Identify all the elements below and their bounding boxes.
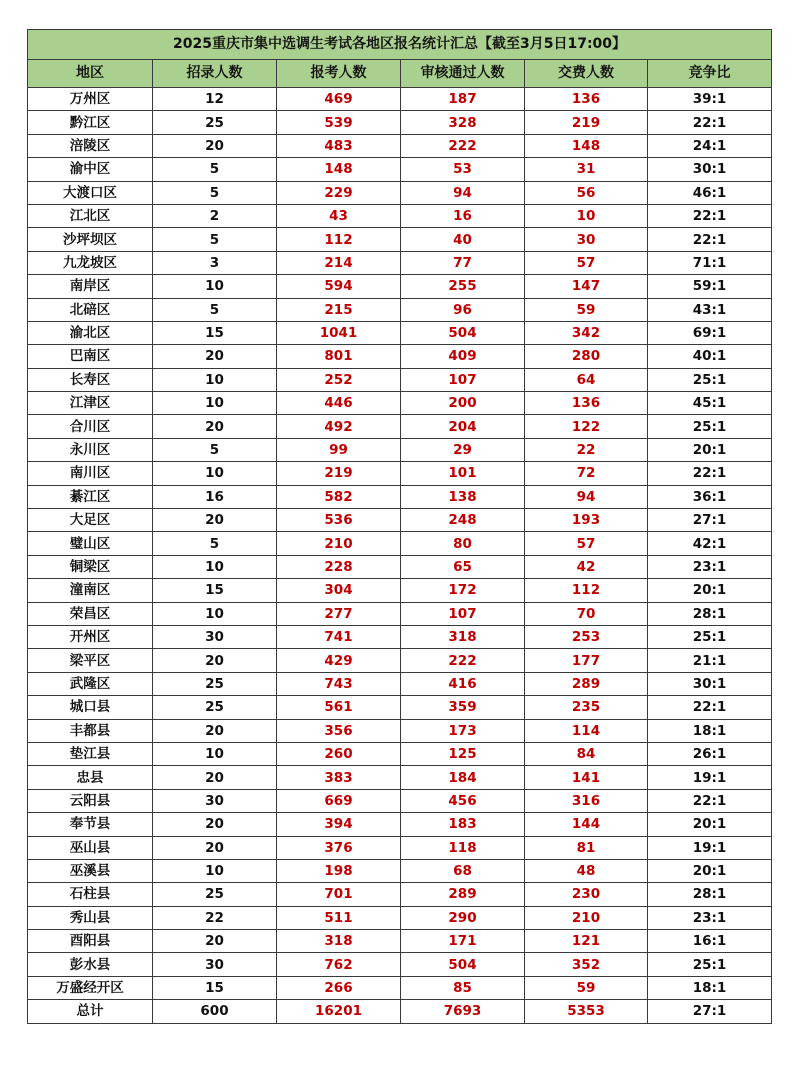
cell-approved: 318 xyxy=(401,625,525,648)
header-paid: 交费人数 xyxy=(525,60,648,88)
cell-paid: 59 xyxy=(525,298,648,321)
cell-applicants: 16201 xyxy=(277,1000,401,1023)
cell-quota: 25 xyxy=(153,696,277,719)
cell-ratio: 22:1 xyxy=(648,204,772,227)
cell-paid: 141 xyxy=(525,766,648,789)
cell-applicants: 669 xyxy=(277,789,401,812)
table-row xyxy=(28,158,772,181)
cell-paid: 114 xyxy=(525,719,648,742)
cell-paid: 70 xyxy=(525,602,648,625)
cell-quota: 3 xyxy=(153,251,277,274)
cell-approved: 289 xyxy=(401,883,525,906)
cell-paid: 122 xyxy=(525,415,648,438)
header-row xyxy=(28,60,772,88)
cell-ratio: 23:1 xyxy=(648,555,772,578)
cell-approved: 118 xyxy=(401,836,525,859)
cell-ratio: 22:1 xyxy=(648,462,772,485)
cell-paid: 289 xyxy=(525,672,648,695)
table-title: 2025重庆市集中选调生考试各地区报名统计汇总【截至3月5日17:00】 xyxy=(28,30,772,60)
cell-approved: 255 xyxy=(401,275,525,298)
cell-approved: 222 xyxy=(401,649,525,672)
cell-region: 秀山县 xyxy=(28,906,153,929)
cell-region: 武隆区 xyxy=(28,672,153,695)
cell-paid: 230 xyxy=(525,883,648,906)
cell-ratio: 28:1 xyxy=(648,602,772,625)
cell-quota: 30 xyxy=(153,625,277,648)
table-row xyxy=(28,813,772,836)
cell-applicants: 801 xyxy=(277,345,401,368)
cell-quota: 20 xyxy=(153,836,277,859)
cell-ratio: 40:1 xyxy=(648,345,772,368)
cell-quota: 15 xyxy=(153,976,277,999)
cell-quota: 15 xyxy=(153,579,277,602)
statistics-sheet xyxy=(27,29,771,1024)
cell-applicants: 228 xyxy=(277,555,401,578)
cell-approved: 107 xyxy=(401,368,525,391)
cell-ratio: 30:1 xyxy=(648,672,772,695)
cell-region: 万盛经开区 xyxy=(28,976,153,999)
cell-ratio: 71:1 xyxy=(648,251,772,274)
table-row xyxy=(28,953,772,976)
cell-ratio: 27:1 xyxy=(648,1000,772,1023)
table-row xyxy=(28,438,772,461)
cell-ratio: 22:1 xyxy=(648,789,772,812)
cell-quota: 600 xyxy=(153,1000,277,1023)
cell-region: 垫江县 xyxy=(28,742,153,765)
table-row xyxy=(28,485,772,508)
cell-quota: 30 xyxy=(153,789,277,812)
cell-ratio: 25:1 xyxy=(648,625,772,648)
cell-region: 总计 xyxy=(28,1000,153,1023)
cell-ratio: 20:1 xyxy=(648,579,772,602)
cell-applicants: 229 xyxy=(277,181,401,204)
cell-applicants: 469 xyxy=(277,88,401,111)
cell-quota: 10 xyxy=(153,275,277,298)
cell-paid: 193 xyxy=(525,509,648,532)
cell-approved: 328 xyxy=(401,111,525,134)
cell-applicants: 561 xyxy=(277,696,401,719)
cell-region: 永川区 xyxy=(28,438,153,461)
table-row xyxy=(28,742,772,765)
cell-approved: 80 xyxy=(401,532,525,555)
header-applicants: 报考人数 xyxy=(277,60,401,88)
cell-quota: 5 xyxy=(153,181,277,204)
cell-region: 南岸区 xyxy=(28,275,153,298)
cell-quota: 20 xyxy=(153,134,277,157)
cell-approved: 171 xyxy=(401,930,525,953)
cell-region: 黔江区 xyxy=(28,111,153,134)
cell-applicants: 148 xyxy=(277,158,401,181)
table-row xyxy=(28,88,772,111)
cell-paid: 342 xyxy=(525,321,648,344)
table-row xyxy=(28,181,772,204)
cell-quota: 25 xyxy=(153,111,277,134)
cell-applicants: 214 xyxy=(277,251,401,274)
header-approved: 审核通过人数 xyxy=(401,60,525,88)
cell-quota: 30 xyxy=(153,953,277,976)
cell-quota: 10 xyxy=(153,859,277,882)
cell-region: 綦江区 xyxy=(28,485,153,508)
table-row xyxy=(28,625,772,648)
cell-applicants: 1041 xyxy=(277,321,401,344)
cell-paid: 147 xyxy=(525,275,648,298)
cell-approved: 16 xyxy=(401,204,525,227)
table-row xyxy=(28,906,772,929)
cell-approved: 53 xyxy=(401,158,525,181)
cell-approved: 101 xyxy=(401,462,525,485)
cell-approved: 504 xyxy=(401,321,525,344)
cell-region: 渝中区 xyxy=(28,158,153,181)
cell-paid: 81 xyxy=(525,836,648,859)
cell-paid: 84 xyxy=(525,742,648,765)
cell-region: 渝北区 xyxy=(28,321,153,344)
cell-paid: 30 xyxy=(525,228,648,251)
cell-region: 铜梁区 xyxy=(28,555,153,578)
cell-applicants: 43 xyxy=(277,204,401,227)
table-row xyxy=(28,859,772,882)
cell-applicants: 536 xyxy=(277,509,401,532)
table-row xyxy=(28,696,772,719)
cell-region: 奉节县 xyxy=(28,813,153,836)
cell-applicants: 210 xyxy=(277,532,401,555)
cell-applicants: 215 xyxy=(277,298,401,321)
cell-paid: 94 xyxy=(525,485,648,508)
cell-paid: 280 xyxy=(525,345,648,368)
cell-paid: 144 xyxy=(525,813,648,836)
cell-region: 北碚区 xyxy=(28,298,153,321)
cell-approved: 359 xyxy=(401,696,525,719)
cell-applicants: 446 xyxy=(277,392,401,415)
cell-region: 合川区 xyxy=(28,415,153,438)
cell-applicants: 219 xyxy=(277,462,401,485)
cell-ratio: 22:1 xyxy=(648,228,772,251)
cell-region: 江北区 xyxy=(28,204,153,227)
table-row xyxy=(28,228,772,251)
cell-applicants: 741 xyxy=(277,625,401,648)
cell-ratio: 22:1 xyxy=(648,111,772,134)
cell-region: 彭水县 xyxy=(28,953,153,976)
cell-region: 梁平区 xyxy=(28,649,153,672)
cell-approved: 94 xyxy=(401,181,525,204)
cell-ratio: 42:1 xyxy=(648,532,772,555)
cell-paid: 5353 xyxy=(525,1000,648,1023)
table-row xyxy=(28,555,772,578)
header-quota: 招录人数 xyxy=(153,60,277,88)
cell-paid: 22 xyxy=(525,438,648,461)
header-ratio: 竞争比 xyxy=(648,60,772,88)
cell-ratio: 39:1 xyxy=(648,88,772,111)
cell-paid: 57 xyxy=(525,532,648,555)
table-row xyxy=(28,766,772,789)
cell-ratio: 45:1 xyxy=(648,392,772,415)
cell-approved: 504 xyxy=(401,953,525,976)
cell-quota: 25 xyxy=(153,883,277,906)
cell-quota: 20 xyxy=(153,415,277,438)
cell-approved: 68 xyxy=(401,859,525,882)
cell-approved: 40 xyxy=(401,228,525,251)
table-row xyxy=(28,649,772,672)
cell-ratio: 36:1 xyxy=(648,485,772,508)
cell-ratio: 59:1 xyxy=(648,275,772,298)
cell-paid: 42 xyxy=(525,555,648,578)
cell-paid: 253 xyxy=(525,625,648,648)
cell-applicants: 260 xyxy=(277,742,401,765)
cell-paid: 64 xyxy=(525,368,648,391)
cell-quota: 20 xyxy=(153,930,277,953)
cell-approved: 183 xyxy=(401,813,525,836)
cell-applicants: 701 xyxy=(277,883,401,906)
cell-ratio: 23:1 xyxy=(648,906,772,929)
cell-ratio: 20:1 xyxy=(648,438,772,461)
cell-quota: 10 xyxy=(153,462,277,485)
table-row xyxy=(28,298,772,321)
cell-region: 巴南区 xyxy=(28,345,153,368)
cell-ratio: 18:1 xyxy=(648,719,772,742)
cell-applicants: 304 xyxy=(277,579,401,602)
cell-ratio: 27:1 xyxy=(648,509,772,532)
cell-region: 江津区 xyxy=(28,392,153,415)
cell-applicants: 277 xyxy=(277,602,401,625)
cell-ratio: 25:1 xyxy=(648,415,772,438)
cell-ratio: 25:1 xyxy=(648,953,772,976)
cell-region: 丰都县 xyxy=(28,719,153,742)
table-row xyxy=(28,509,772,532)
cell-region: 九龙坡区 xyxy=(28,251,153,274)
cell-quota: 25 xyxy=(153,672,277,695)
cell-applicants: 594 xyxy=(277,275,401,298)
cell-quota: 10 xyxy=(153,602,277,625)
table-row xyxy=(28,392,772,415)
cell-applicants: 318 xyxy=(277,930,401,953)
cell-applicants: 376 xyxy=(277,836,401,859)
cell-ratio: 18:1 xyxy=(648,976,772,999)
cell-approved: 77 xyxy=(401,251,525,274)
cell-paid: 177 xyxy=(525,649,648,672)
cell-paid: 148 xyxy=(525,134,648,157)
cell-applicants: 112 xyxy=(277,228,401,251)
cell-paid: 31 xyxy=(525,158,648,181)
cell-quota: 5 xyxy=(153,438,277,461)
table-row xyxy=(28,602,772,625)
cell-region: 涪陵区 xyxy=(28,134,153,157)
cell-region: 城口县 xyxy=(28,696,153,719)
cell-paid: 57 xyxy=(525,251,648,274)
cell-ratio: 69:1 xyxy=(648,321,772,344)
cell-ratio: 24:1 xyxy=(648,134,772,157)
cell-applicants: 99 xyxy=(277,438,401,461)
cell-applicants: 266 xyxy=(277,976,401,999)
cell-approved: 96 xyxy=(401,298,525,321)
cell-region: 潼南区 xyxy=(28,579,153,602)
cell-ratio: 43:1 xyxy=(648,298,772,321)
cell-quota: 2 xyxy=(153,204,277,227)
cell-paid: 10 xyxy=(525,204,648,227)
table-row xyxy=(28,672,772,695)
cell-ratio: 16:1 xyxy=(648,930,772,953)
cell-paid: 112 xyxy=(525,579,648,602)
cell-applicants: 743 xyxy=(277,672,401,695)
cell-region: 忠县 xyxy=(28,766,153,789)
table-row xyxy=(28,789,772,812)
cell-quota: 10 xyxy=(153,368,277,391)
cell-approved: 184 xyxy=(401,766,525,789)
cell-region: 巫溪县 xyxy=(28,859,153,882)
cell-paid: 352 xyxy=(525,953,648,976)
cell-quota: 5 xyxy=(153,298,277,321)
table-row xyxy=(28,368,772,391)
cell-quota: 10 xyxy=(153,742,277,765)
cell-ratio: 28:1 xyxy=(648,883,772,906)
cell-paid: 121 xyxy=(525,930,648,953)
table-row xyxy=(28,251,772,274)
table-row xyxy=(28,836,772,859)
table-row xyxy=(28,930,772,953)
cell-quota: 12 xyxy=(153,88,277,111)
cell-paid: 72 xyxy=(525,462,648,485)
total-row xyxy=(28,1000,772,1023)
cell-quota: 22 xyxy=(153,906,277,929)
cell-applicants: 492 xyxy=(277,415,401,438)
cell-region: 沙坪坝区 xyxy=(28,228,153,251)
table-row xyxy=(28,579,772,602)
cell-applicants: 762 xyxy=(277,953,401,976)
cell-paid: 48 xyxy=(525,859,648,882)
table-row xyxy=(28,719,772,742)
cell-applicants: 429 xyxy=(277,649,401,672)
cell-quota: 16 xyxy=(153,485,277,508)
cell-paid: 136 xyxy=(525,392,648,415)
table-row xyxy=(28,462,772,485)
cell-quota: 10 xyxy=(153,392,277,415)
cell-quota: 20 xyxy=(153,345,277,368)
table-row xyxy=(28,134,772,157)
cell-quota: 10 xyxy=(153,555,277,578)
cell-paid: 316 xyxy=(525,789,648,812)
cell-approved: 456 xyxy=(401,789,525,812)
cell-ratio: 30:1 xyxy=(648,158,772,181)
cell-applicants: 198 xyxy=(277,859,401,882)
cell-quota: 20 xyxy=(153,509,277,532)
table-row xyxy=(28,345,772,368)
cell-region: 巫山县 xyxy=(28,836,153,859)
cell-paid: 235 xyxy=(525,696,648,719)
cell-applicants: 483 xyxy=(277,134,401,157)
cell-quota: 5 xyxy=(153,158,277,181)
cell-approved: 200 xyxy=(401,392,525,415)
cell-paid: 210 xyxy=(525,906,648,929)
cell-quota: 20 xyxy=(153,813,277,836)
cell-approved: 138 xyxy=(401,485,525,508)
cell-approved: 172 xyxy=(401,579,525,602)
cell-region: 酉阳县 xyxy=(28,930,153,953)
cell-region: 长寿区 xyxy=(28,368,153,391)
cell-region: 云阳县 xyxy=(28,789,153,812)
cell-applicants: 383 xyxy=(277,766,401,789)
cell-paid: 136 xyxy=(525,88,648,111)
table-row xyxy=(28,321,772,344)
cell-paid: 56 xyxy=(525,181,648,204)
cell-approved: 107 xyxy=(401,602,525,625)
cell-region: 荣昌区 xyxy=(28,602,153,625)
cell-quota: 5 xyxy=(153,532,277,555)
cell-applicants: 582 xyxy=(277,485,401,508)
title-row xyxy=(28,30,772,60)
table-row xyxy=(28,883,772,906)
cell-paid: 59 xyxy=(525,976,648,999)
cell-approved: 125 xyxy=(401,742,525,765)
table-row xyxy=(28,275,772,298)
cell-approved: 248 xyxy=(401,509,525,532)
cell-ratio: 21:1 xyxy=(648,649,772,672)
cell-approved: 65 xyxy=(401,555,525,578)
cell-region: 璧山区 xyxy=(28,532,153,555)
header-region: 地区 xyxy=(28,60,153,88)
cell-ratio: 19:1 xyxy=(648,766,772,789)
cell-applicants: 356 xyxy=(277,719,401,742)
cell-approved: 416 xyxy=(401,672,525,695)
cell-approved: 290 xyxy=(401,906,525,929)
cell-quota: 20 xyxy=(153,719,277,742)
cell-approved: 204 xyxy=(401,415,525,438)
cell-paid: 219 xyxy=(525,111,648,134)
table-row xyxy=(28,976,772,999)
cell-ratio: 19:1 xyxy=(648,836,772,859)
cell-ratio: 20:1 xyxy=(648,813,772,836)
cell-region: 大渡口区 xyxy=(28,181,153,204)
cell-region: 万州区 xyxy=(28,88,153,111)
cell-applicants: 394 xyxy=(277,813,401,836)
cell-quota: 20 xyxy=(153,766,277,789)
cell-ratio: 46:1 xyxy=(648,181,772,204)
cell-quota: 20 xyxy=(153,649,277,672)
cell-ratio: 20:1 xyxy=(648,859,772,882)
cell-region: 石柱县 xyxy=(28,883,153,906)
cell-quota: 5 xyxy=(153,228,277,251)
table-row xyxy=(28,111,772,134)
cell-region: 开州区 xyxy=(28,625,153,648)
cell-region: 大足区 xyxy=(28,509,153,532)
cell-quota: 15 xyxy=(153,321,277,344)
cell-region: 南川区 xyxy=(28,462,153,485)
table-row xyxy=(28,532,772,555)
cell-ratio: 26:1 xyxy=(648,742,772,765)
table-row xyxy=(28,415,772,438)
cell-applicants: 511 xyxy=(277,906,401,929)
cell-approved: 222 xyxy=(401,134,525,157)
cell-ratio: 25:1 xyxy=(648,368,772,391)
cell-applicants: 252 xyxy=(277,368,401,391)
cell-approved: 85 xyxy=(401,976,525,999)
cell-applicants: 539 xyxy=(277,111,401,134)
table-row xyxy=(28,204,772,227)
cell-ratio: 22:1 xyxy=(648,696,772,719)
cell-approved: 173 xyxy=(401,719,525,742)
cell-approved: 409 xyxy=(401,345,525,368)
cell-approved: 7693 xyxy=(401,1000,525,1023)
cell-approved: 187 xyxy=(401,88,525,111)
registration-table xyxy=(27,29,772,1024)
cell-approved: 29 xyxy=(401,438,525,461)
